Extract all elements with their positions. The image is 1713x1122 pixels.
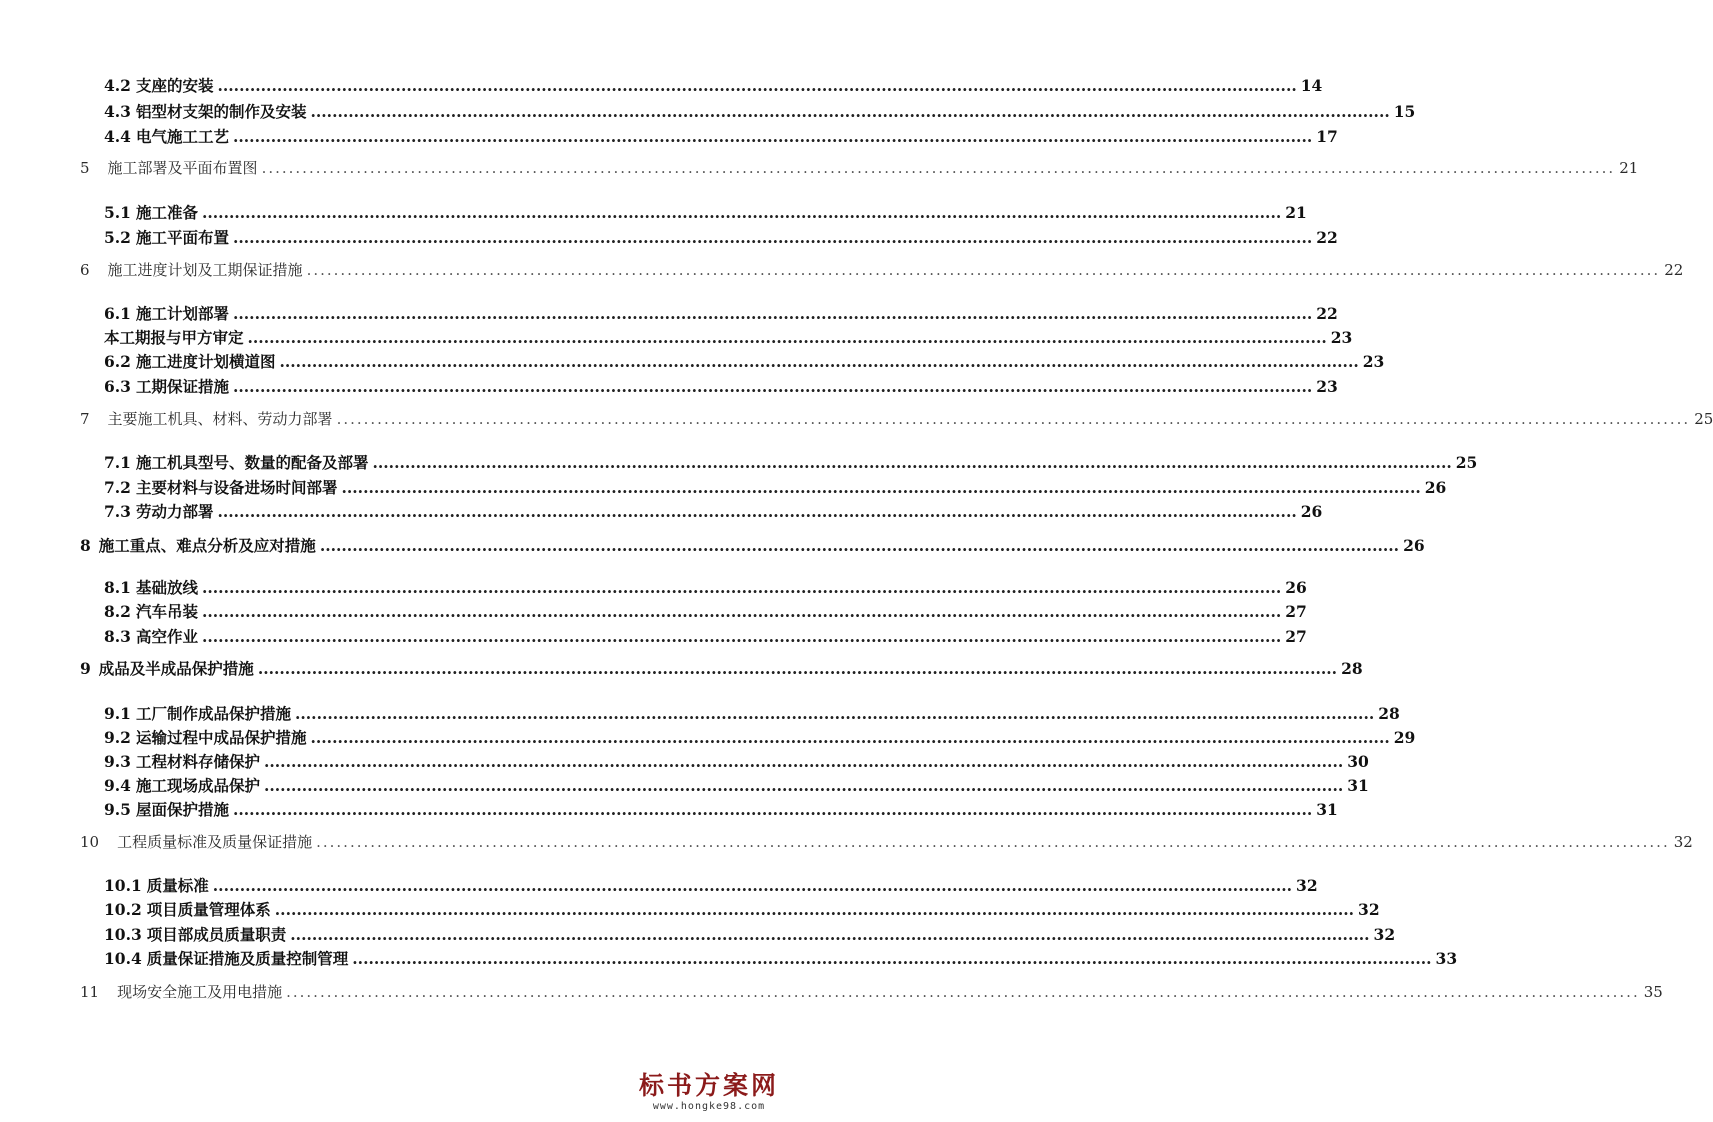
toc-subentry[interactable] (104, 125, 1338, 147)
toc-dot-leader: ........................................................................................................................................................................................................ (263, 776, 1344, 795)
toc-number: 5 (80, 159, 90, 177)
toc-page-number: 14 (1300, 76, 1323, 95)
toc-subentry[interactable] (104, 74, 1323, 96)
toc-title: 现场安全施工及用电措施 (117, 983, 283, 1001)
toc-title: 质量保证措施及质量控制管理 (146, 949, 349, 968)
toc-subentry[interactable] (104, 898, 1380, 920)
toc-dot-leader: ........................................................................................................................................................................................................ (372, 453, 1452, 472)
toc-dot-leader: ........................................................................................................................................................................................................ (310, 728, 1390, 747)
toc-number: 9.2 (104, 728, 131, 747)
toc-dot-leader: ........................................................................................................................................................................................................ (232, 127, 1313, 146)
toc-dot-leader: ........................................................................................................................................................................................................ (310, 102, 1390, 121)
toc-page-number: 22 (1316, 228, 1338, 247)
toc-title: 施工部署及平面布置图 (107, 159, 258, 177)
toc-title: 屋面保护措施 (135, 800, 229, 819)
toc-subentry[interactable] (104, 226, 1338, 248)
toc-subentry[interactable] (104, 100, 1416, 122)
toc-number: 5.1 (104, 203, 131, 222)
toc-subentry[interactable] (104, 625, 1307, 647)
toc-page-number: 15 (1393, 102, 1416, 121)
toc-number: 4.4 (104, 127, 131, 146)
toc-title: 主要材料与设备进场时间部署 (135, 478, 338, 497)
toc-number: 9.3 (104, 752, 131, 771)
toc-page-number: 35 (1643, 983, 1663, 1001)
watermark (639, 1071, 779, 1112)
toc-chapter-entry[interactable] (80, 408, 1713, 430)
toc-page-number: 17 (1316, 127, 1338, 146)
toc-number: 7 (80, 410, 90, 428)
toc-page-number: 31 (1316, 800, 1338, 819)
toc-page-number: 28 (1378, 704, 1400, 723)
toc-number: 10.3 (104, 925, 142, 944)
toc-title: 施工计划部署 (135, 304, 229, 323)
toc-page-number: 26 (1285, 578, 1307, 597)
toc-number: 7.1 (104, 453, 131, 472)
toc-dot-leader: ........................................................................................................................................................................................................ (201, 203, 1282, 222)
toc-title: 质量标准 (146, 876, 209, 895)
toc-dot-leader: ........................................................................................................................................................................................................ (306, 261, 1661, 279)
toc-title: 工程质量标准及质量保证措施 (117, 833, 313, 851)
toc-page-number: 27 (1285, 602, 1307, 621)
toc-page-number: 25 (1694, 410, 1713, 428)
toc-page-number: 32 (1358, 900, 1380, 919)
toc-title: 运输过程中成品保护措施 (135, 728, 307, 747)
toc-title: 施工准备 (135, 203, 198, 222)
toc-title: 基础放线 (135, 578, 198, 597)
toc-number: 10.1 (104, 876, 142, 895)
toc-number: 11 (80, 983, 100, 1001)
toc-dot-leader: ........................................................................................................................................................................................................ (352, 949, 1432, 968)
toc-title: 工程材料存储保护 (135, 752, 260, 771)
toc-number: 6.1 (104, 304, 131, 323)
toc-subentry[interactable] (104, 947, 1458, 969)
toc-title: 施工平面布置 (135, 228, 229, 247)
toc-title: 本工期报与甲方审定 (104, 328, 244, 347)
toc-subentry[interactable] (104, 350, 1385, 372)
toc-dot-leader: ........................................................................................................................................................................................................ (261, 159, 1616, 177)
toc-subentry[interactable] (104, 774, 1369, 796)
toc-number: 9 (80, 659, 91, 678)
toc-page-number: 23 (1362, 352, 1385, 371)
toc-page-number: 28 (1341, 659, 1363, 678)
toc-title: 支座的安装 (135, 76, 214, 95)
toc-subentry[interactable] (104, 874, 1318, 896)
toc-subentry[interactable] (104, 500, 1323, 522)
toc-number: 8.2 (104, 602, 131, 621)
toc-title: 电气施工工艺 (135, 127, 229, 146)
toc-dot-leader: ........................................................................................................................................................................................................ (247, 328, 1327, 347)
toc-subentry[interactable] (104, 476, 1447, 498)
toc-title: 高空作业 (135, 627, 198, 646)
toc-number: 8.3 (104, 627, 131, 646)
toc-page-number: 32 (1673, 833, 1693, 851)
toc-subentry[interactable] (104, 750, 1369, 772)
toc-dot-leader: ........................................................................................................................................................................................................ (212, 876, 1293, 895)
toc-title: 成品及半成品保护措施 (98, 659, 254, 678)
toc-chapter-entry[interactable] (80, 657, 1363, 679)
toc-title: 施工进度计划及工期保证措施 (107, 261, 303, 279)
watermark-url: www.hongke98.com (652, 1101, 766, 1112)
toc-dot-leader: ........................................................................................................................................................................................................ (201, 627, 1282, 646)
toc-title: 施工进度计划横道图 (135, 352, 276, 371)
toc-title: 汽车吊装 (135, 602, 198, 621)
toc-title: 工期保证措施 (135, 377, 229, 396)
toc-dot-leader: ........................................................................................................................................................................................................ (257, 659, 1338, 678)
toc-number: 8.1 (104, 578, 131, 597)
toc-chapter-entry[interactable] (80, 534, 1425, 556)
toc-number: 9.4 (104, 776, 131, 795)
toc-page-number: 26 (1403, 536, 1425, 555)
toc-dot-leader: ........................................................................................................................................................................................................ (217, 502, 1297, 521)
toc-subentry[interactable] (104, 375, 1338, 397)
toc-title: 施工机具型号、数量的配备及部署 (135, 453, 369, 472)
toc-title: 施工现场成品保护 (135, 776, 260, 795)
toc-subentry[interactable] (104, 201, 1307, 223)
toc-chapter-entry[interactable] (80, 259, 1684, 281)
toc-subentry[interactable] (104, 326, 1353, 348)
toc-subentry[interactable] (104, 798, 1338, 820)
toc-number: 6 (80, 261, 90, 279)
toc-chapter-entry[interactable] (80, 831, 1693, 853)
toc-page-number: 21 (1619, 159, 1639, 177)
toc-subentry[interactable] (104, 923, 1396, 945)
toc-page-number: 25 (1455, 453, 1478, 472)
toc-page-number: 23 (1330, 328, 1353, 347)
toc-dot-leader: ........................................................................................................................................................................................................ (217, 76, 1297, 95)
toc-dot-leader: ........................................................................................................................................................................................................ (341, 478, 1421, 497)
toc-number: 10.4 (104, 949, 142, 968)
toc-chapter-entry[interactable] (80, 157, 1639, 179)
toc-subentry[interactable] (104, 726, 1416, 748)
toc-dot-leader: ........................................................................................................................................................................................................ (201, 602, 1282, 621)
toc-page-number: 32 (1373, 925, 1396, 944)
toc-page-number: 32 (1296, 876, 1318, 895)
toc-page-number: 23 (1316, 377, 1338, 396)
toc-title: 项目部成员质量职责 (146, 925, 287, 944)
toc-dot-leader: ........................................................................................................................................................................................................ (319, 536, 1400, 555)
toc-page-number: 22 (1316, 304, 1338, 323)
toc-page-number: 27 (1285, 627, 1307, 646)
toc-number: 10.2 (104, 900, 142, 919)
toc-number: 5.2 (104, 228, 131, 247)
toc-dot-leader: ........................................................................................................................................................................................................ (274, 900, 1355, 919)
toc-number: 4.3 (104, 102, 131, 121)
toc-dot-leader: ........................................................................................................................................................................................................ (232, 228, 1313, 247)
toc-dot-leader: ........................................................................................................................................................................................................ (232, 800, 1313, 819)
toc-chapter-entry[interactable] (80, 981, 1663, 1003)
toc-subentry[interactable] (104, 576, 1307, 598)
toc-dot-leader: ........................................................................................................................................................................................................ (336, 410, 1691, 428)
toc-dot-leader: ........................................................................................................................................................................................................ (201, 578, 1282, 597)
toc-subentry[interactable] (104, 302, 1338, 324)
toc-title: 工厂制作成品保护措施 (135, 704, 291, 723)
toc-number: 6.3 (104, 377, 131, 396)
toc-dot-leader: ........................................................................................................................................................................................................ (279, 352, 1359, 371)
toc-page-number: 26 (1300, 502, 1323, 521)
toc-page-number: 31 (1347, 776, 1369, 795)
toc-page-number: 30 (1347, 752, 1369, 771)
toc-page-number: 26 (1424, 478, 1447, 497)
toc-dot-leader: ........................................................................................................................................................................................................ (232, 304, 1313, 323)
toc-number: 7.3 (104, 502, 131, 521)
toc-dot-leader: ........................................................................................................................................................................................................ (286, 983, 1640, 1001)
toc-page-number: 29 (1393, 728, 1416, 747)
toc-subentry[interactable] (104, 600, 1307, 622)
toc-dot-leader: ........................................................................................................................................................................................................ (294, 704, 1375, 723)
toc-number: 9.1 (104, 704, 131, 723)
toc-dot-leader: ........................................................................................................................................................................................................ (290, 925, 1370, 944)
toc-title: 主要施工机具、材料、劳动力部署 (107, 410, 333, 428)
toc-number: 10 (80, 833, 100, 851)
toc-page-number: 22 (1664, 261, 1684, 279)
toc-page-number: 33 (1435, 949, 1458, 968)
toc-number: 6.2 (104, 352, 131, 371)
toc-number: 9.5 (104, 800, 131, 819)
watermark-logo: 标书方案网 (638, 1071, 779, 1100)
toc-title: 劳动力部署 (135, 502, 214, 521)
toc-title: 施工重点、难点分析及应对措施 (98, 536, 316, 555)
toc-number: 4.2 (104, 76, 131, 95)
toc-dot-leader: ........................................................................................................................................................................................................ (232, 377, 1313, 396)
toc-title: 铝型材支架的制作及安装 (135, 102, 307, 121)
toc-dot-leader: ........................................................................................................................................................................................................ (316, 833, 1670, 851)
toc-number: 7.2 (104, 478, 131, 497)
toc-title: 项目质量管理体系 (146, 900, 271, 919)
toc-page-number: 21 (1285, 203, 1307, 222)
toc-number: 8 (80, 536, 91, 555)
toc-subentry[interactable] (104, 451, 1478, 473)
toc-dot-leader: ........................................................................................................................................................................................................ (263, 752, 1344, 771)
toc-subentry[interactable] (104, 702, 1400, 724)
